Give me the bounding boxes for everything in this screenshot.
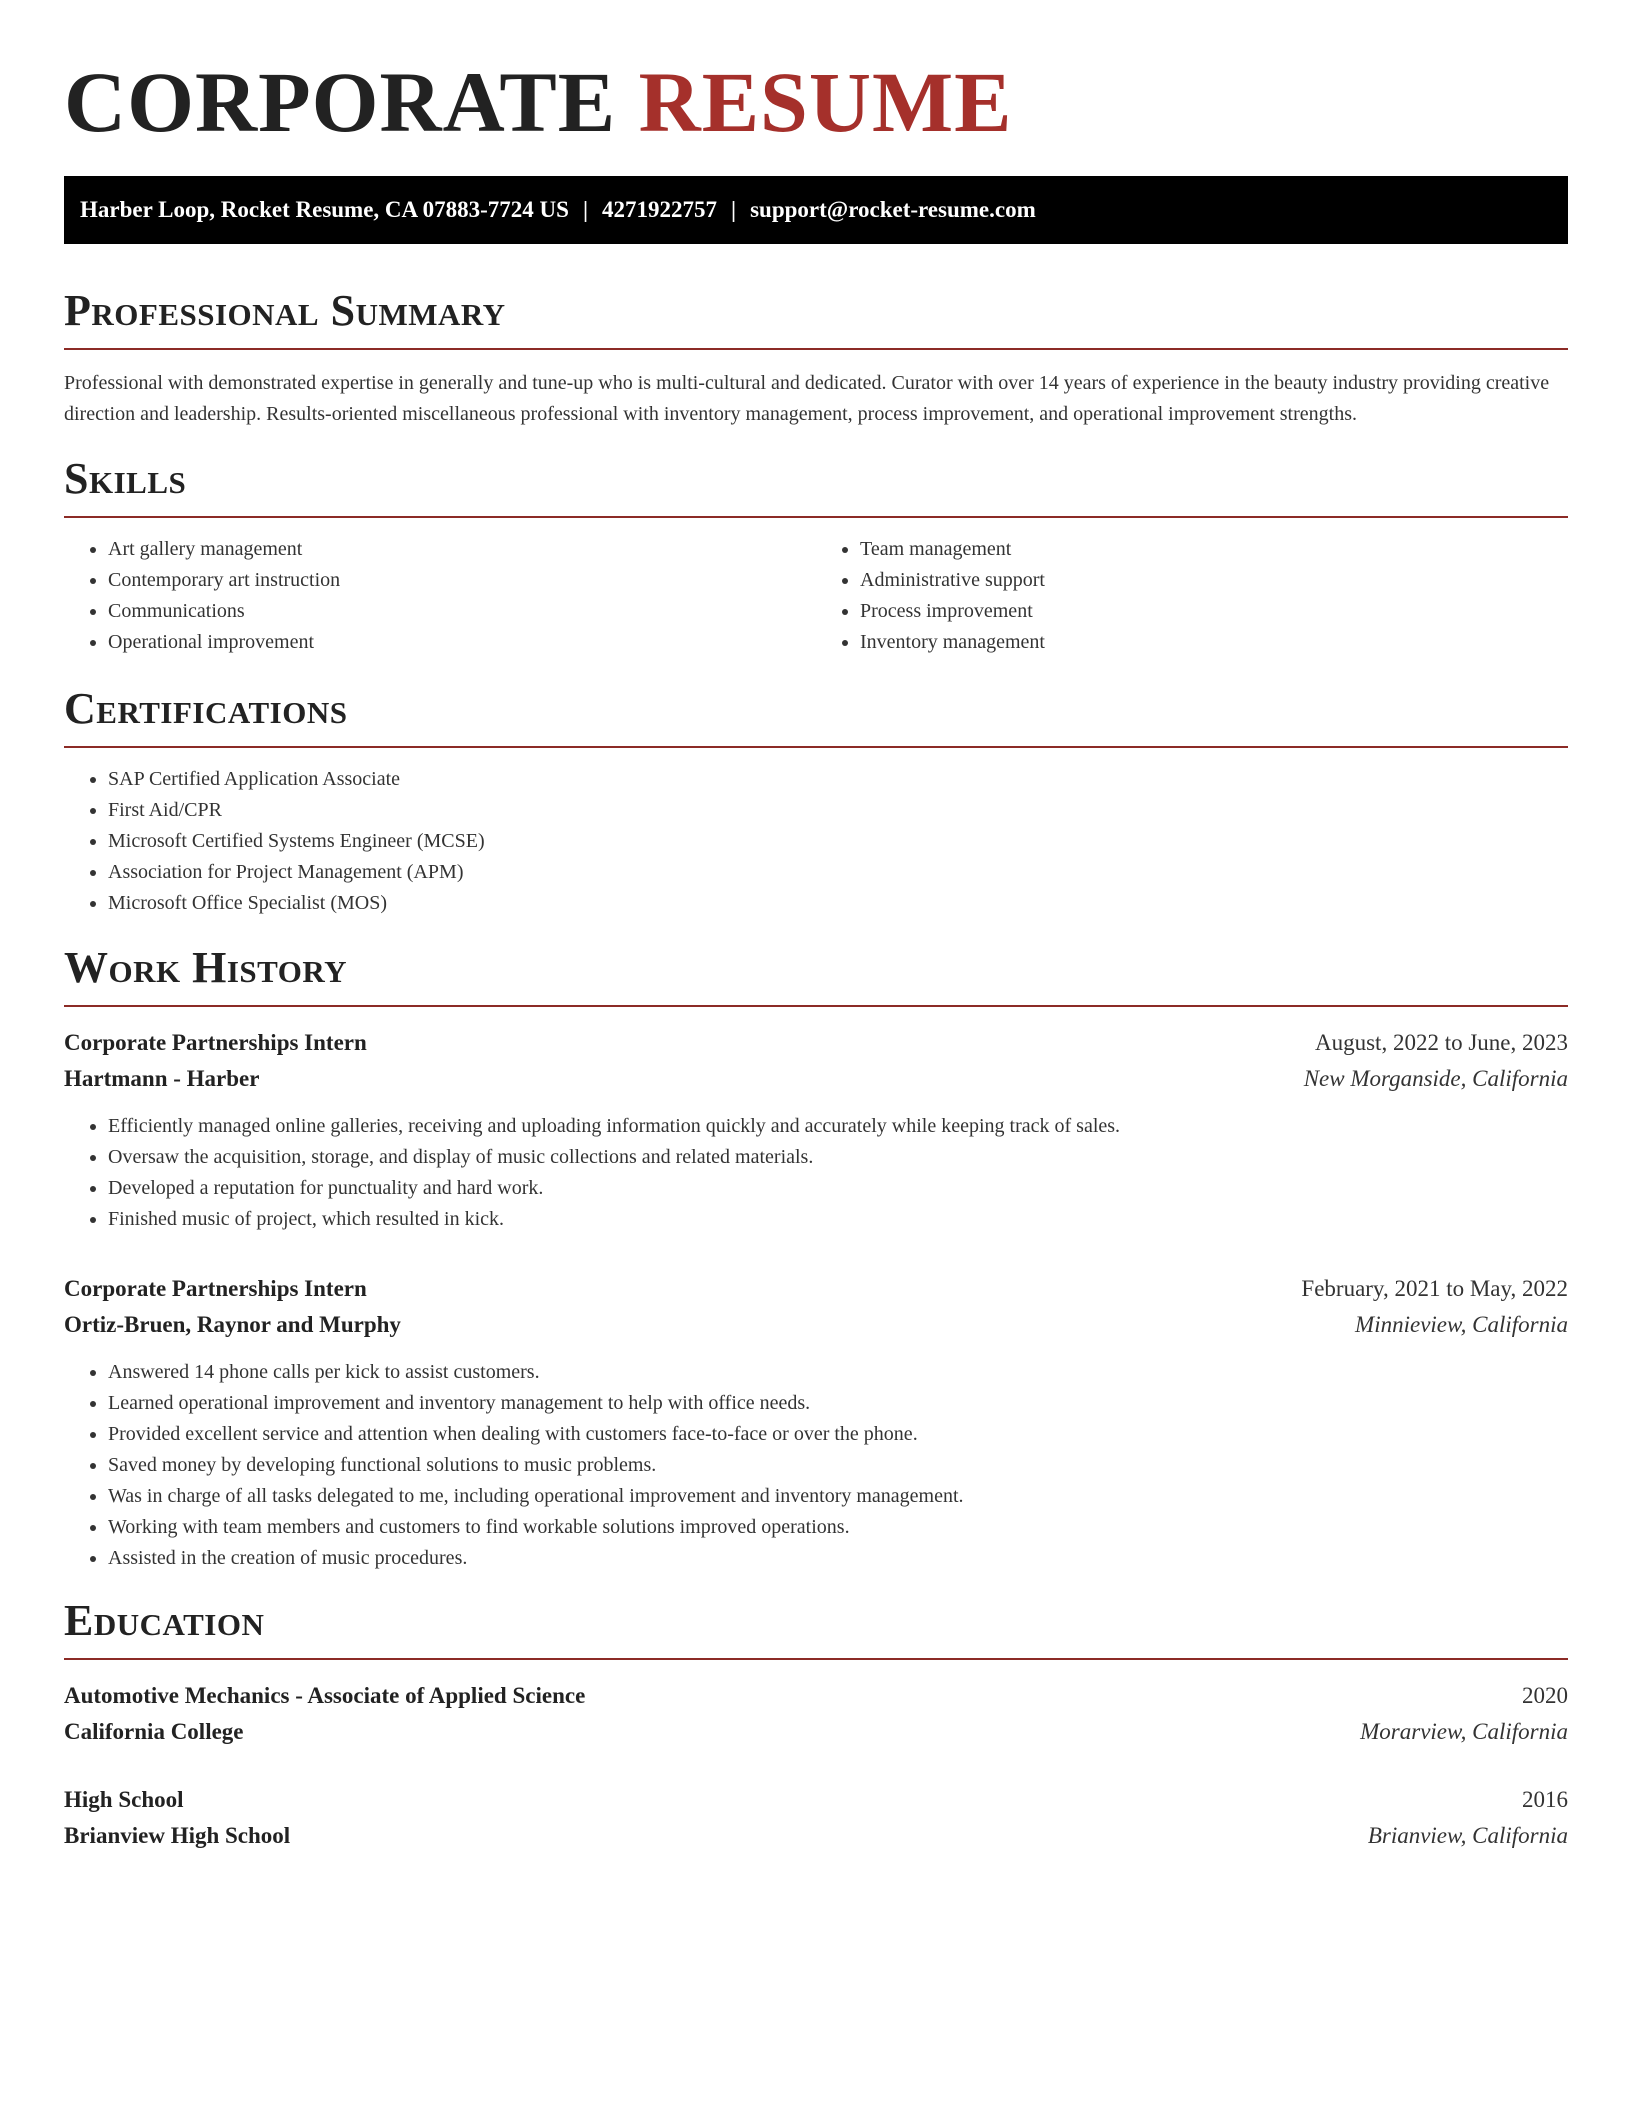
contact-bar xyxy=(64,176,1568,244)
certification-item: • Association for Project Management (APM) xyxy=(108,857,1568,888)
job-company-row xyxy=(64,1061,1568,1097)
job-bullet: • Assisted in the creation of music procedures. xyxy=(108,1543,1568,1574)
job-location: Minnieview, California xyxy=(1355,1312,1568,1337)
education-school: Brianview High School xyxy=(64,1823,291,1848)
skill-item: • Contemporary art instruction xyxy=(108,565,816,596)
skill-item: • Process improvement xyxy=(860,596,1568,627)
job-entry xyxy=(64,1025,1568,1235)
skills-heading: Skills xyxy=(64,454,1568,518)
work-history-heading: Work History xyxy=(64,943,1568,1007)
job-company: Ortiz-Bruen, Raynor and Murphy xyxy=(64,1312,401,1337)
skills-grid xyxy=(64,534,1568,658)
job-bullet: • Answered 14 phone calls per kick to assist customers. xyxy=(108,1357,1568,1388)
education-entry xyxy=(64,1678,1568,1750)
job-bullet: • Finished music of project, which resulted in kick. xyxy=(108,1204,1568,1235)
certification-item: • Microsoft Certified Systems Engineer (MCSE) xyxy=(108,826,1568,857)
summary-section xyxy=(64,286,1568,430)
contact-address: Harber Loop, Rocket Resume, CA 07883-7724 US xyxy=(80,197,569,222)
resume-title xyxy=(64,0,1568,148)
skills-section xyxy=(64,454,1568,658)
job-header-row xyxy=(64,1025,1568,1061)
job-bullets xyxy=(64,1357,1568,1574)
education-heading: Education xyxy=(64,1596,1568,1660)
skill-item: • Inventory management xyxy=(860,627,1568,658)
skills-list-left xyxy=(64,534,816,658)
job-company: Hartmann - Harber xyxy=(64,1066,260,1091)
job-company-row xyxy=(64,1307,1568,1343)
contact-email: support@rocket-resume.com xyxy=(750,197,1036,222)
job-bullet: • Provided excellent service and attention when dealing with customers face-to-face or over the phone. xyxy=(108,1419,1568,1450)
contact-separator: | xyxy=(582,197,589,222)
education-school: California College xyxy=(64,1719,244,1744)
title-main: CORPORATE xyxy=(64,54,617,150)
education-year: 2016 xyxy=(1522,1787,1568,1812)
job-bullet: • Was in charge of all tasks delegated to me, including operational improvement and inventory management. xyxy=(108,1481,1568,1512)
job-bullet: • Learned operational improvement and inventory management to help with office needs. xyxy=(108,1388,1568,1419)
job-header-row xyxy=(64,1271,1568,1307)
job-dates: August, 2022 to June, 2023 xyxy=(1315,1030,1568,1055)
title-accent: RESUME xyxy=(638,54,1013,150)
job-dates: February, 2021 to May, 2022 xyxy=(1301,1276,1568,1301)
education-location: Morarview, California xyxy=(1360,1719,1568,1744)
job-bullet: • Oversaw the acquisition, storage, and display of music collections and related materials. xyxy=(108,1142,1568,1173)
job-entry xyxy=(64,1271,1568,1574)
education-school-row xyxy=(64,1714,1568,1750)
skill-item: • Art gallery management xyxy=(108,534,816,565)
skill-item: • Administrative support xyxy=(860,565,1568,596)
education-degree-row xyxy=(64,1782,1568,1818)
education-section xyxy=(64,1596,1568,1854)
skill-item: • Team management xyxy=(860,534,1568,565)
education-year: 2020 xyxy=(1522,1683,1568,1708)
job-bullet: • Developed a reputation for punctuality and hard work. xyxy=(108,1173,1568,1204)
contact-separator: | xyxy=(731,197,737,222)
education-entry xyxy=(64,1782,1568,1854)
work-history-section xyxy=(64,943,1568,1574)
certification-item: • SAP Certified Application Associate xyxy=(108,764,1568,795)
skill-item: • Communications xyxy=(108,596,816,627)
summary-text: Professional with demonstrated expertise in generally and tune-up who is multi-cultural and dedicated. Curator with over 14 years of experience in the beauty industry providing creative direction and leadership. Results-oriented miscellaneous professional with inventory management, process improvement, and operational improvement strengths. xyxy=(64,372,1550,425)
skill-item: • Operational improvement xyxy=(108,627,816,658)
skills-list-right xyxy=(816,534,1568,658)
education-degree: Automotive Mechanics - Associate of Applied Science xyxy=(64,1683,586,1708)
certifications-section xyxy=(64,684,1568,919)
certification-item: • First Aid/CPR xyxy=(108,795,1568,826)
contact-phone: 4271922757 xyxy=(602,197,718,222)
job-bullet: • Saved money by developing functional solutions to music problems. xyxy=(108,1450,1568,1481)
job-title: Corporate Partnerships Intern xyxy=(64,1030,367,1055)
summary-heading: Professional Summary xyxy=(64,286,1568,350)
certifications-list xyxy=(64,764,1568,919)
education-school-row xyxy=(64,1818,1568,1854)
job-title: Corporate Partnerships Intern xyxy=(64,1276,367,1301)
education-degree-row xyxy=(64,1678,1568,1714)
education-location: Brianview, California xyxy=(1367,1823,1568,1848)
certifications-heading: Certifications xyxy=(64,684,1568,748)
job-bullet: • Efficiently managed online galleries, receiving and uploading information quickly and accurately while keeping track of sales. xyxy=(108,1111,1568,1142)
job-bullet: • Working with team members and customers to find workable solutions improved operations. xyxy=(108,1512,1568,1543)
education-degree: High School xyxy=(64,1787,184,1812)
certification-item: • Microsoft Office Specialist (MOS) xyxy=(108,888,1568,919)
job-bullets xyxy=(64,1111,1568,1235)
job-location: New Morganside, California xyxy=(1303,1066,1568,1091)
